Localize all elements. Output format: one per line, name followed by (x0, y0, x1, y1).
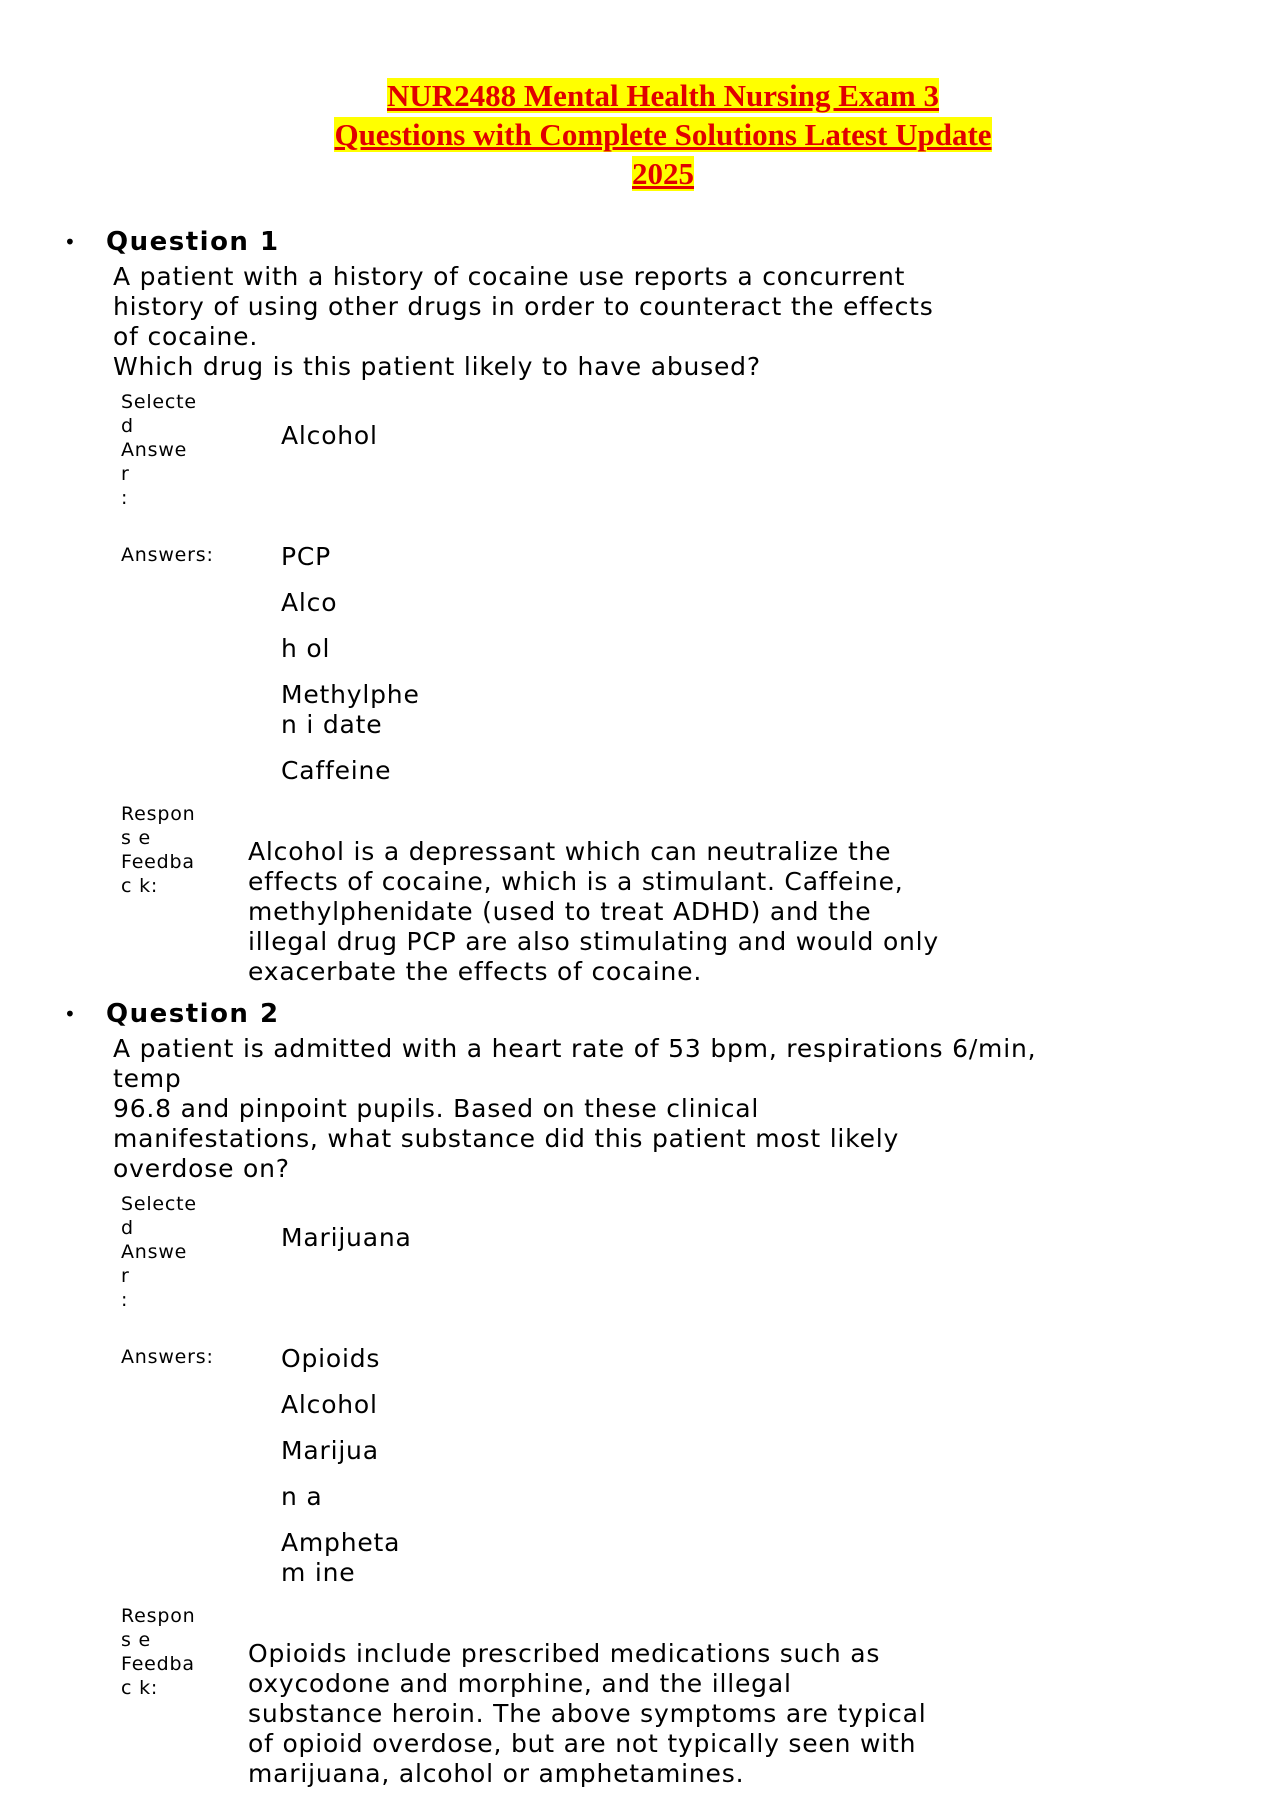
selected-answer-value: Marijuana (281, 1223, 412, 1252)
answer-option: Opioids (281, 1344, 381, 1373)
answers-label: Answers: (121, 544, 214, 566)
response-feedback-label: Respon s e Feedba c k: (121, 803, 196, 897)
answers-label: Answers: (121, 1346, 214, 1368)
answer-option: Ampheta m ine (281, 1528, 401, 1587)
selected-answer-value: Alcohol (281, 421, 378, 450)
question-title: Question 1 (106, 227, 280, 257)
answer-option: Caffeine (281, 756, 392, 785)
response-feedback-label: Respon s e Feedba c k: (121, 1605, 196, 1699)
bullet-icon: • (64, 1002, 76, 1026)
question-text: A patient with a history of cocaine use reports a concurrent history of using other drugs in order to counteract the effects of cocaine. Which drug is this patient likely to have abused? (113, 262, 934, 381)
answer-option: Alcohol (281, 1390, 378, 1419)
bullet-icon: • (64, 230, 76, 254)
answer-option: h ol (281, 634, 331, 663)
answer-option: PCP (281, 542, 332, 571)
title-line-2: Questions with Complete Solutions Latest Update (334, 117, 992, 152)
response-feedback-text: Opioids include prescribed medications such as oxycodone and morphine, and the illegal substance heroin. The above symptoms are typical of opioid overdose, but are not typically seen with marijuana, alcohol or amphetamines. (248, 1639, 927, 1788)
selected-answer-label: Selecte d Answe r : (121, 1193, 197, 1311)
answer-option: Methylphe n i date (281, 680, 420, 739)
title-line-3: 2025 (632, 156, 694, 191)
answer-option: n a (281, 1482, 323, 1511)
title-line-1: NUR2488 Mental Health Nursing Exam 3 (387, 78, 939, 113)
response-feedback-text: Alcohol is a depressant which can neutralize the effects of cocaine, which is a stimulant. Caffeine, methylphenidate (used to treat ADHD) and the illegal drug PCP are also stimulating and would only exacerbate the effects of cocaine. (248, 837, 940, 986)
answer-option: Alco (281, 588, 338, 617)
answer-option: Marijua (281, 1436, 379, 1465)
document-title (0, 76, 1280, 193)
question-text: A patient is admitted with a heart rate of 53 bpm, respirations 6/min, temp 96.8 and pinpoint pupils. Based on these clinical manifestations, what substance did this patient most likely overdose on? (113, 1034, 1037, 1183)
selected-answer-label: Selecte d Answe r : (121, 391, 197, 509)
question-title: Question 2 (106, 999, 280, 1029)
